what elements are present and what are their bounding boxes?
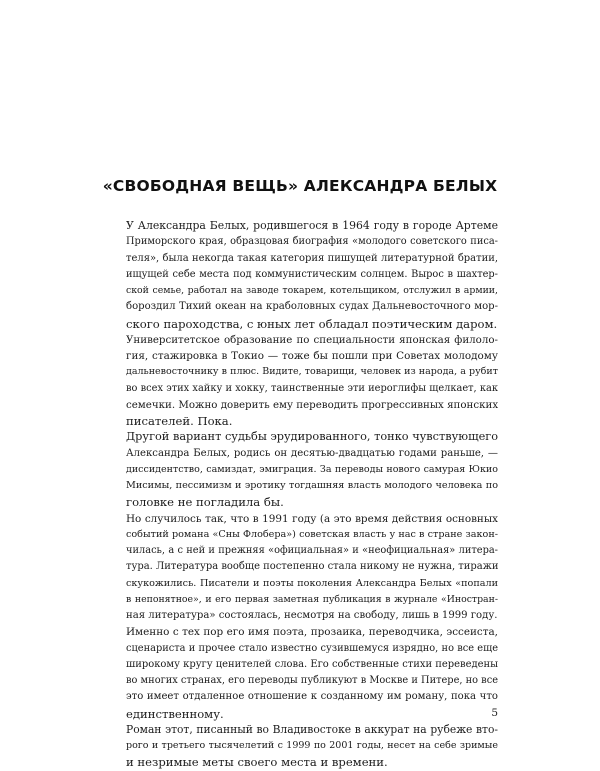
text-line: скукожились. Писатели и поэты поколения Александра Белых «попали <box>126 577 498 589</box>
text-line: в непонятное», и его первая заметная публикация в журнале «Иностран- <box>126 593 498 605</box>
text-line: диссидентство, самиздат, эмиграция. За переводы нового самурая Юкио <box>126 463 498 475</box>
text-line: теля», была некогда такая категория пишущей литературной братии, <box>126 252 498 264</box>
text-line: чилась, а с ней и прежняя «официальная» и «неофициальная» литера- <box>126 545 498 556</box>
text-line: Именно с тех пор его имя поэта, прозаика, переводчика, эссеиста, <box>126 626 498 639</box>
text-line: ской семье, работал на заводе токарем, котельщиком, отслужил в армии, <box>126 285 498 296</box>
text-line: Другой вариант судьбы эрудированного, тонко чувствующего <box>126 430 498 444</box>
text-line: рого и третьего тысячелетий с 1999 по 2001 годы, несет на себе зримые <box>126 740 498 751</box>
text-line: бороздил Тихий океан на краболовных судах Дальневосточного мор- <box>126 301 498 313</box>
paragraph <box>100 722 498 771</box>
text-line: семечки. Можно доверить ему переводить прогрессивных японских <box>126 398 499 411</box>
text-line: Приморского края, образцовая биография «молодого советского писа- <box>126 236 498 248</box>
text-line: единственному. <box>126 706 224 721</box>
text-line: тура. Литература вообще постепенно стала никому не нужна, тиражи <box>126 561 499 573</box>
page-number: 5 <box>491 707 498 719</box>
text-line: сценариста и прочее стало известно сузившемуся изрядно, но все еще <box>126 642 498 654</box>
text-line: У Александра Белых, родившегося в 1964 году в городе Артеме <box>126 219 498 232</box>
paragraph <box>100 332 498 430</box>
text-line: Александра Белых, родись он десятью-двадцатью годами раньше, — <box>126 447 498 459</box>
text-line: гия, стажировка в Токио — тоже бы пошли при Советах молодому <box>126 350 498 362</box>
text-line: Мисимы, пессимизм и эротику тогдашняя власть молодого человека по <box>126 480 498 491</box>
paragraph <box>100 218 498 332</box>
text-line: событий романа «Сны Флобера») советская власть у нас в стране закон- <box>126 528 498 540</box>
text-line: Роман этот, писанный во Владивостоке в аккурат на рубеже вто- <box>126 722 498 736</box>
text-line: дальневосточнику в плюс. Видите, товарищи, человек из народа, а рубит <box>126 366 498 378</box>
paragraph <box>100 624 498 722</box>
text-line: ная литература» состоялась, несмотря на свободу, лишь в 1999 году. <box>126 610 498 621</box>
text-line: это имеет отдаленное отношение к созданному им роману, пока что <box>126 691 498 703</box>
text-line: головке не погладила бы. <box>126 495 284 510</box>
text-line: широкому кругу ценителей слова. Его собственные стихи переведены <box>126 658 499 670</box>
text-line: ского пароходства, с юных лет обладал поэтическим даром. <box>126 316 498 331</box>
paragraph <box>100 511 498 625</box>
text-line: писателей. Пока. <box>126 414 233 428</box>
text-line: и незримые меты своего места и времени. <box>126 755 388 770</box>
paragraph <box>100 429 498 510</box>
chapter-title: «СВОБОДНАЯ ВЕЩЬ» АЛЕКСАНДРА БЕЛЫХ <box>102 177 498 195</box>
text-line: во всех этих хайку и хокку, таинственные эти иероглифы щелкает, как <box>126 382 498 394</box>
body-text <box>100 218 498 771</box>
text-line: во многих странах, его переводы публикуют в Москве и Питере, но все <box>126 675 498 686</box>
text-line: Но случилось так, что в 1991 году (а это время действия основных <box>126 512 498 525</box>
text-line: ищущей себе места под коммунистическим солнцем. Вырос в шахтер- <box>126 268 498 280</box>
text-line: Университетское образование по специальности японская филоло- <box>126 333 498 346</box>
